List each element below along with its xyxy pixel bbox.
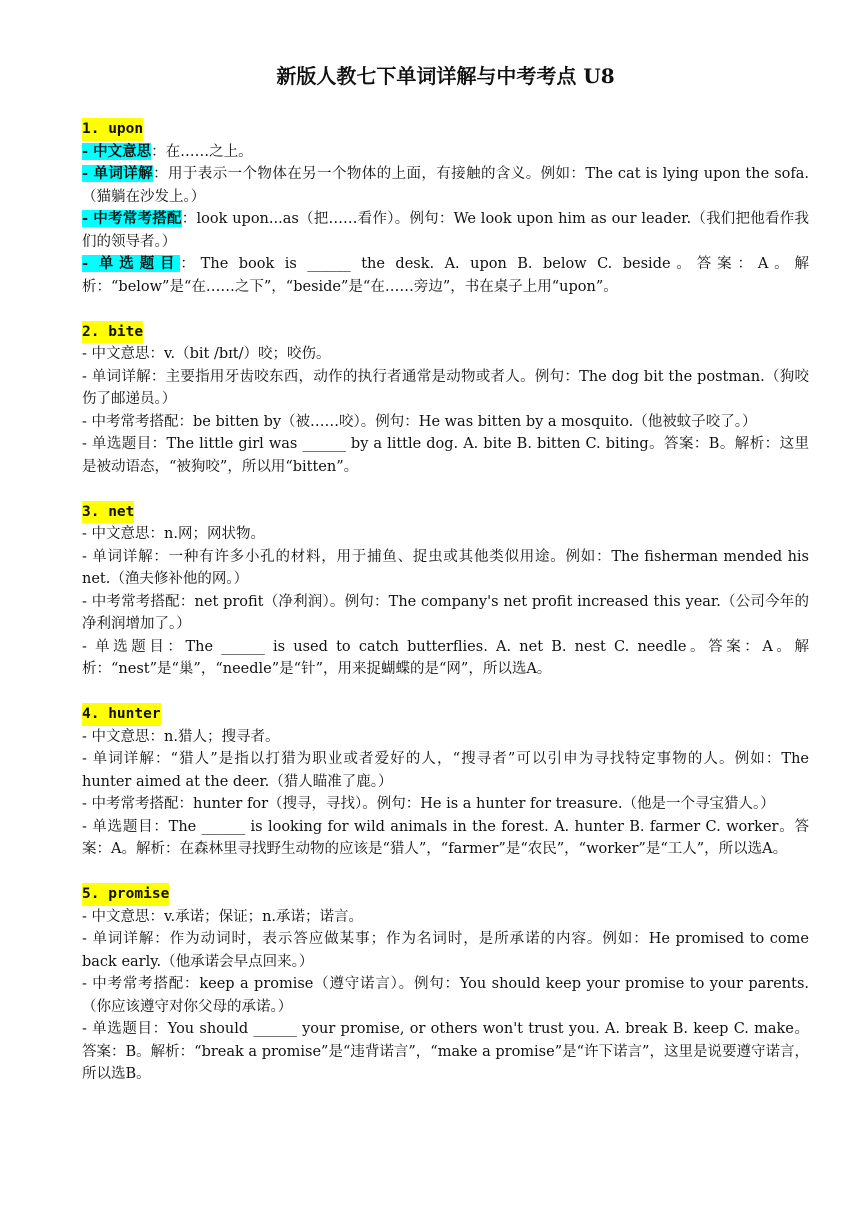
word-entry-promise: [82, 883, 809, 1086]
meaning-line: - 中文意思：v.承诺；保证；n.承诺；诺言。: [82, 908, 364, 925]
question-label: - 单选题目: [82, 255, 181, 272]
entry-heading: 4. hunter: [82, 703, 161, 726]
meaning-line: - 中文意思：v.（bit /bɪt/）咬；咬伤。: [82, 346, 331, 362]
detail-label: - 单词详解: [82, 165, 154, 182]
detail-line: - 单词详解：“猎人”是指以打猎为职业或者爱好的人，“搜寻者”可以引申为寻找特定事物的人。例如：The hunter aimed at the deer.（猎人瞄准了鹿。）: [82, 751, 809, 790]
word-entry-net: [82, 501, 809, 681]
question-text: ：The book is ______ the desk. A. upon B. below C. beside。答案：A。解析：“below”是“在……之下”，“beside”是“在……旁边”，书在桌子上用“upon”。: [82, 256, 809, 295]
word-entry-hunter: [82, 703, 809, 861]
question-line: - 单选题目：The little girl was ______ by a little dog. A. bite B. bitten C. biting。答案：B。解析：这里是被动语态，“被狗咬”，所以用“bitten”。: [82, 436, 809, 475]
question-line: - 单选题目：The ______ is used to catch butterflies. A. net B. nest C. needle。答案：A。解析：“nest”是“巢”，“needle”是“针”，用来捉蝴蝶的是“网”，所以选A。: [82, 638, 809, 677]
question-line: [82, 253, 809, 298]
collocation-line: - 中考常考搭配：hunter for（搜寻，寻找）。例句：He is a hunter for treasure.（他是一个寻宝猎人。）: [82, 796, 775, 812]
meaning-line: - 中文意思：n.网；网状物。: [82, 526, 265, 542]
meaning-text: ：在……之上。: [151, 143, 253, 160]
collocation-line: - 中考常考搭配：keep a promise（遵守诺言）。例句：You should keep your promise to your parents.（你应该遵守对你父母的承诺。）: [82, 976, 809, 1015]
entry-heading: 3. net: [82, 501, 134, 524]
collocation-line: - 中考常考搭配：net profit（净利润）。例句：The company's net profit increased this year.（公司今年的净利润增加了。）: [82, 593, 809, 632]
detail-line: [82, 163, 809, 208]
detail-line: - 单词详解：一种有许多小孔的材料，用于捕鱼、捉虫或其他类似用途。例如：The fisherman mended his net.（渔夫修补他的网。）: [82, 548, 809, 587]
detail-line: - 单词详解：主要指用牙齿咬东西，动作的执行者通常是动物或者人。例句：The dog bit the postman.（狗咬伤了邮递员。）: [82, 368, 809, 407]
meaning-line: [82, 141, 809, 164]
entry-heading: 5. promise: [82, 883, 169, 906]
collocation-line: [82, 208, 809, 253]
collocation-label: - 中考常考搭配: [82, 210, 182, 227]
page-title: 新版人教七下单词详解与中考考点 U8: [276, 64, 615, 88]
meaning-label: - 中文意思: [82, 142, 152, 160]
word-entry-upon: [82, 118, 809, 298]
collocation-text: ：look upon...as（把……看作）。例句：We look upon him as our leader.（我们把他看作我们的领导者。）: [82, 211, 809, 250]
collocation-line: - 中考常考搭配：be bitten by（被……咬）。例句：He was bitten by a mosquito.（他被蚊子咬了。）: [82, 413, 757, 430]
entry-heading: 2. bite: [82, 321, 143, 344]
word-entry-bite: [82, 321, 809, 479]
meaning-line: - 中文意思：n.猎人；搜寻者。: [82, 728, 280, 745]
entry-heading: 1. upon: [82, 118, 143, 141]
document-page: [82, 62, 809, 1108]
detail-line: - 单词详解：作为动词时，表示答应做某事；作为名词时，是所承诺的内容。例如：He promised to come back early.（他承诺会早点回来。）: [82, 931, 809, 970]
question-line: - 单选题目：You should ______ your promise, or others won't trust you. A. break B. keep C. make。答案：B。解析：“break a promise”是“违背诺言”，“make a promise”是“许下诺言”，这里是说要遵守诺言，所以选B。: [82, 1021, 809, 1082]
detail-text: ：用于表示一个物体在另一个物体的上面，有接触的含义。例如：The cat is lying upon the sofa.（猫躺在沙发上。）: [82, 166, 809, 205]
question-line: - 单选题目：The ______ is looking for wild animals in the forest. A. hunter B. farmer C. worker。答案：A。解析：在森林里寻找野生动物的应该是“猎人”，“farmer”是“农民”，“worker”是“工人”，所以选A。: [82, 818, 809, 857]
